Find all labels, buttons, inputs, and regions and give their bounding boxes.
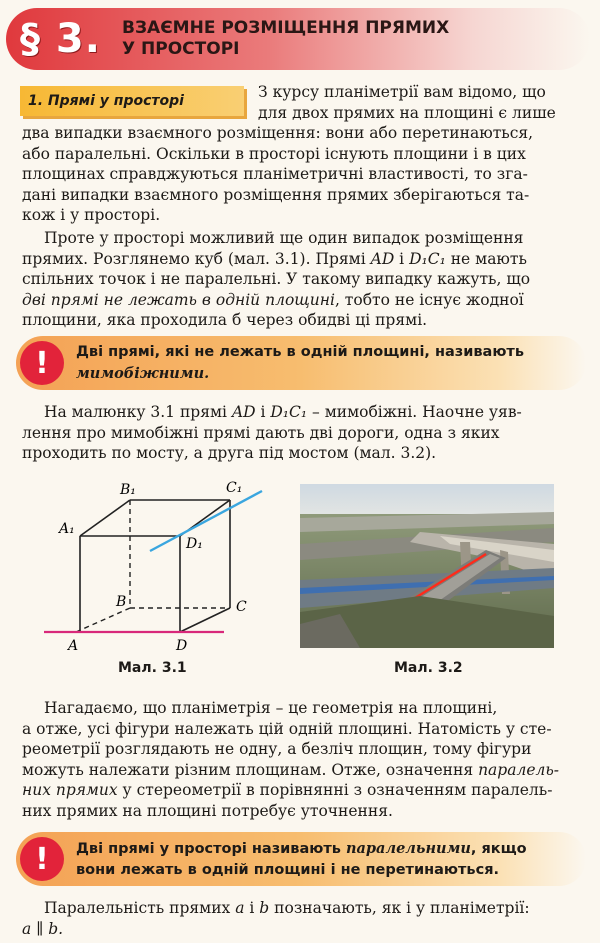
paragraph-1-cont: два випадки взаємного розміщення: вони або перетинаються, або паралельні. Оскільки в просторі існують площини і в цих площинах справджуються планіметричні властивості, то зга- дані випадки взаємного розміщення прямих зберігаються та- кож і у просторі. bbox=[22, 124, 534, 224]
subsection-heading: 1. Прямі у просторі bbox=[20, 86, 244, 116]
exclamation-icon: ! bbox=[20, 837, 64, 881]
definition-callout-parallel: ! Дві прямі у просторі називають паралельними, якщо вони лежать в одній площині і не перетинаються. bbox=[16, 832, 586, 886]
paragraph-1: З курсу планіметрії вам відомо, що для двох прямих на площині є лише bbox=[258, 83, 556, 122]
edge-b-a bbox=[76, 608, 130, 632]
exclamation-icon: ! bbox=[20, 341, 64, 385]
paragraph-4: Нагадаємо, що планіметрія – це геометрія на площині, а отже, усі фігури належать цій одній площині. Натомість у сте- реометрії розглядають не одну, а безліч площин, тому фігури можуть належати різним площинам. Отже, означення паралель- них прямих у стереометрії в порівнянні з означенням паралель- них прямих на площині потребує уточнення. bbox=[22, 699, 560, 820]
cube-figure bbox=[30, 478, 280, 658]
label-d1: D₁ bbox=[186, 536, 203, 552]
section-title: ВЗАЄМНЕ РОЗМІЩЕННЯ ПРЯМИХ У ПРОСТОРІ bbox=[122, 18, 450, 59]
label-a: A bbox=[68, 638, 79, 654]
definition-callout-skew: ! Дві прямі, які не лежать в одній площині, називають мимобіжними. bbox=[16, 336, 586, 390]
highway-photo bbox=[300, 484, 554, 648]
edge-a1-b1 bbox=[80, 500, 130, 536]
label-b: B bbox=[116, 594, 127, 610]
paragraph-5: Паралельність прямих a і b позначають, як і у планіметрії: a ∥ b. bbox=[22, 899, 530, 938]
section-header bbox=[6, 8, 590, 70]
label-c1: C₁ bbox=[226, 480, 243, 496]
paragraph-2: Проте у просторі можливий ще один випадок розміщення прямих. Розглянемо куб (мал. 3.1). Прямі AD і D₁C₁ не мають спільних точок і не паралельні. У такому випадку кажуть, що дві прямі не лежать в одній площині, тобто не існує жодної площини, яка проходила б через обидві ці прямі. bbox=[22, 229, 531, 329]
label-b1: B₁ bbox=[120, 482, 136, 498]
paragraph-3: На малюнку 3.1 прямі AD і D₁C₁ – мимобіжні. Наочне уяв- лення про мимобіжні прямі дають дві дороги, одна з яких проходить по мосту, а друга під мостом (мал. 3.2). bbox=[22, 403, 522, 462]
label-c: C bbox=[236, 599, 247, 615]
highway-illustration bbox=[300, 484, 554, 648]
section-number: § 3. bbox=[20, 16, 101, 62]
label-d: D bbox=[176, 638, 188, 654]
figure-3-1-caption: Мал. 3.1 bbox=[118, 660, 187, 676]
figure-3-2-caption: Мал. 3.2 bbox=[394, 660, 463, 676]
edge-d-c bbox=[180, 608, 230, 632]
label-a1: A₁ bbox=[59, 521, 75, 537]
